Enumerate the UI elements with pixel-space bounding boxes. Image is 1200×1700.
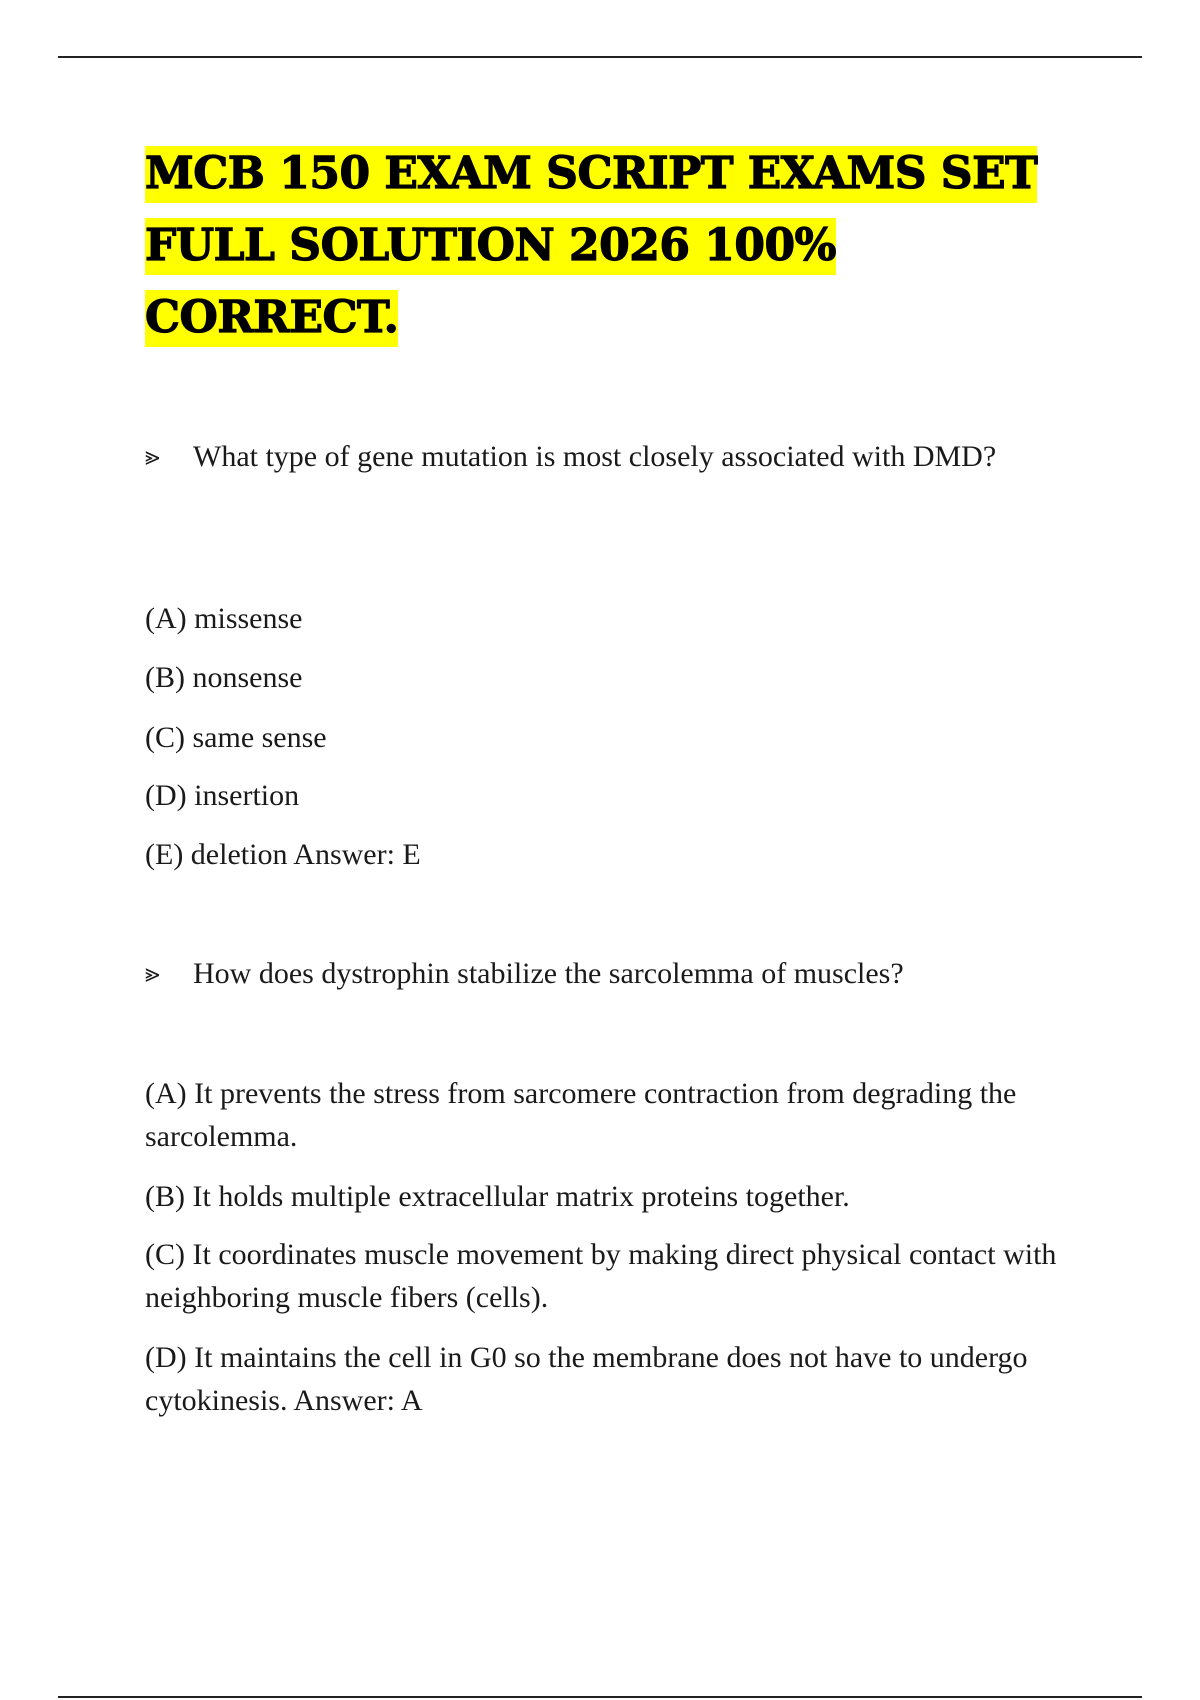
question-1-option-e: (E) deletion Answer: E xyxy=(145,838,421,871)
top-rule xyxy=(58,56,1142,58)
question-1-option-c: (C) same sense xyxy=(145,721,327,754)
question-2-option-a: (A) It prevents the stress from sarcomere contraction from degrading the sarcolemma. xyxy=(145,1077,1017,1153)
question-2-option-d: (D) It maintains the cell in G0 so the membrane does not have to undergo cytokinesis. Answer: A xyxy=(145,1341,1028,1417)
title-line-2: FULL SOLUTION 2026 100% xyxy=(145,218,836,275)
question-2-text: How does dystrophin stabilize the sarcolemma of muscles? xyxy=(193,957,904,990)
question-2 xyxy=(145,952,1065,996)
title-line-3: CORRECT. xyxy=(145,290,398,347)
question-2-option-b: (B) It holds multiple extracellular matrix proteins together. xyxy=(145,1180,850,1213)
question-1-option-a: (A) missense xyxy=(145,602,303,635)
question-1-text: What type of gene mutation is most closely associated with DMD? xyxy=(193,440,997,473)
document-title xyxy=(145,138,1045,354)
bottom-rule xyxy=(58,1696,1142,1698)
question-1-option-b: (B) nonsense xyxy=(145,661,303,694)
question-1 xyxy=(145,435,1065,479)
question-2-option-c: (C) It coordinates muscle movement by making direct physical contact with neighboring muscle fibers (cells). xyxy=(145,1238,1057,1314)
question-1-option-d: (D) insertion xyxy=(145,779,300,812)
arrow-bullet-icon: ⪢ xyxy=(145,959,160,989)
title-line-1: MCB 150 EXAM SCRIPT EXAMS SET xyxy=(145,146,1037,203)
arrow-bullet-icon: ⪢ xyxy=(145,442,160,472)
